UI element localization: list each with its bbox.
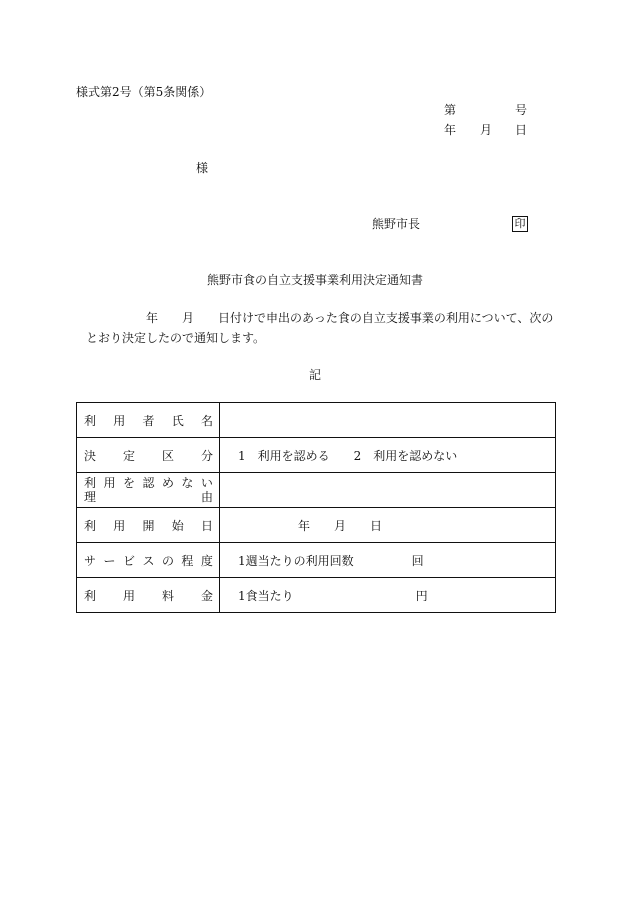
issue-date-year: 年 — [444, 123, 457, 137]
fee-unit: 円 — [415, 588, 428, 603]
form-number: 様式第2号（第5条関係） — [76, 85, 212, 99]
service-level-unit: 回 — [411, 553, 424, 568]
fee-text: 1食当たり — [238, 588, 294, 603]
label-denial-reason: 利 用 を 認 め な い 理 由 — [77, 473, 220, 508]
body-line-1 — [146, 312, 553, 324]
body-month: 月 — [182, 311, 195, 325]
document-number-label: 第 — [444, 103, 457, 117]
issue-date-day: 日 — [515, 123, 528, 137]
decision-field — [220, 438, 556, 473]
label-decision: 決 定 区 分 — [77, 438, 220, 473]
seal-mark: 印 — [512, 216, 528, 232]
user-name-field[interactable] — [220, 403, 556, 438]
issue-date-month: 月 — [480, 123, 493, 137]
body-line-2: とおり決定したので通知します。 — [86, 331, 266, 345]
body-line1-text: 日付けで申出のあった食の自立支援事業の利用について、次の — [218, 311, 554, 325]
service-level-text: 1週当たりの利用回数 — [238, 553, 354, 568]
body-year: 年 — [146, 311, 159, 325]
addressee-honorific: 様 — [196, 161, 209, 175]
start-date-year: 年 — [298, 518, 311, 533]
label-service-level: サ ー ビ ス の 程 度 — [77, 543, 220, 578]
label-user-name: 利 用 者 氏 名 — [77, 403, 220, 438]
start-date-day: 日 — [370, 518, 383, 533]
document-title: 熊野市食の自立支援事業利用決定通知書 — [206, 273, 423, 287]
decision-option-deny[interactable]: 2 利用を認めない — [353, 448, 458, 463]
fee-field[interactable] — [220, 578, 556, 613]
decision-table — [76, 402, 556, 613]
label-fee: 利 用 料 金 — [77, 578, 220, 613]
table-row — [77, 438, 556, 473]
table-row — [77, 578, 556, 613]
table-row — [77, 403, 556, 438]
service-level-field[interactable] — [220, 543, 556, 578]
label-start-date: 利 用 開 始 日 — [77, 508, 220, 543]
ki-heading: 記 — [308, 368, 321, 382]
document-number-unit: 号 — [515, 103, 528, 117]
table-row — [77, 473, 556, 508]
table-row — [77, 508, 556, 543]
decision-option-approve[interactable]: 1 利用を認める — [238, 448, 330, 463]
start-date-month: 月 — [334, 518, 347, 533]
start-date-field[interactable] — [220, 508, 556, 543]
denial-reason-field[interactable] — [220, 473, 556, 508]
issuer-name: 熊野市長 — [372, 217, 421, 231]
table-row — [77, 543, 556, 578]
